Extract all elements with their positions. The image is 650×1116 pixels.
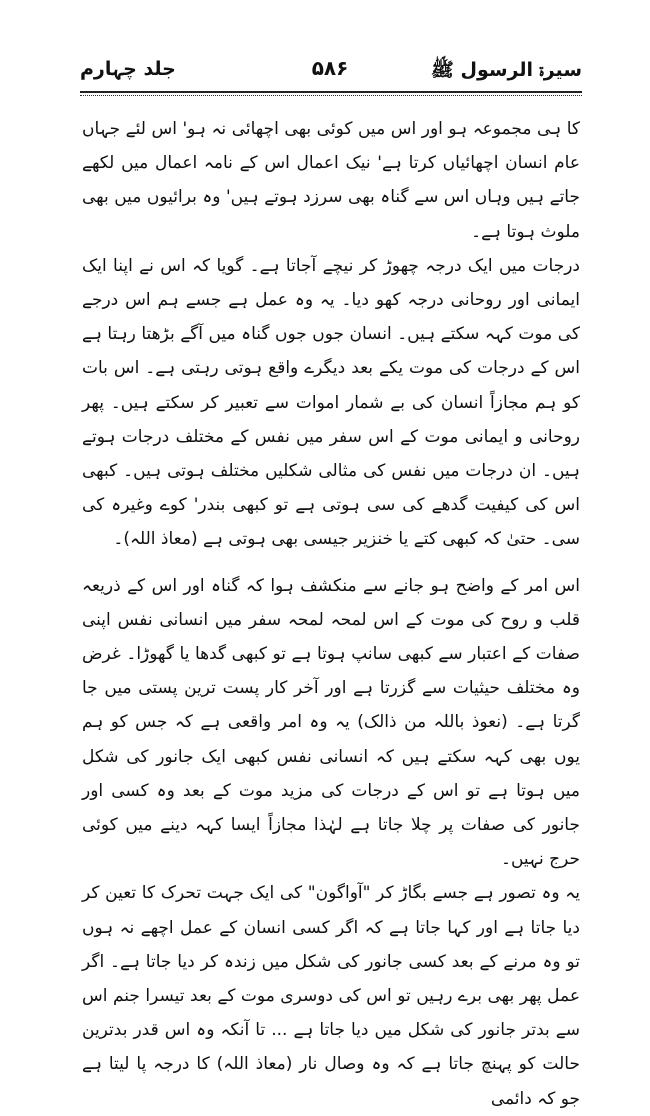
- body-text: [82, 112, 580, 1116]
- page-header: [80, 52, 582, 92]
- paragraph-1: کا ہی مجموعہ ہو اور اس میں کوئی بھی اچھائی نہ ہو' اس لئے جہاں عام انسان اچھائیاں کرتا ہے' نیک اعمال اس کے نامہ اعمال میں لکھے جاتے ہیں وہاں اس سے گناہ بھی سرزد ہوتے ہیں' وہ برائیوں میں بھی ملوث ہوتا ہے۔: [82, 119, 580, 242]
- volume-label: جلد چہارم: [80, 58, 176, 80]
- paragraph-4: یہ وہ تصور ہے جسے بگاڑ کر "آواگون" کی ایک جہت تحرک کا تعین کر دیا جاتا ہے اور کہا جاتا ہے کہ اگر کسی انسان کے عمل اچھے نہ ہوں تو وہ مرنے کے بعد کسی جانور کی شکل میں زندہ کر دیا جاتا ہے۔ اگر عمل پھر بھی برے رہیں تو اس کی دوسری موت کے بعد تیسرا جنم اس سے بدتر جانور کی شکل میں دیا جاتا ہے ... تا آنکہ وہ اس قدر بدترین حالت کو پہنچ جاتا ہے کہ وہ وصال نار (معاذ اللہ) کا درجہ پا لیتا ہے جو کہ دائمی: [82, 883, 580, 1109]
- header-divider: [80, 91, 582, 93]
- paragraph-3: اس امر کے واضح ہو جانے سے منکشف ہوا کہ گناہ اور اس کے ذریعہ قلب و روح کی موت کے اس لمحہ لمحہ سفر میں انسانی نفس اپنی صفات کے اعتبار سے کبھی سانپ ہوتا ہے تو کبھی گدھا یا گھوڑا۔ غرض وہ مختلف حیثیات سے گزرتا ہے اور آخر کار پست ترین پستی میں جا گرتا ہے۔ (نعوذ باللہ من ذالک) یہ وہ امر واقعی ہے کہ جس کو ہم یوں بھی کہہ سکتے ہیں کہ انسانی نفس کبھی ایک جانور کی شکل میں ہوتا ہے تو اس کے درجات کی مزید موت کے بعد وہ کسی اور جانور کی صفات پر چلا جاتا ہے لہٰذا مجازاً ایسا کہہ دینے میں کوئی حرج نہیں۔: [82, 575, 580, 870]
- header-divider-dotted: [80, 95, 582, 96]
- book-title: سیرۃ الرسول ﷺ: [430, 59, 582, 81]
- page-number: ۵۸۶: [311, 56, 349, 80]
- paragraph-2: درجات میں ایک درجہ چھوڑ کر نیچے آجاتا ہے۔ گویا کہ اس نے اپنا ایک ایمانی اور روحانی درجہ کھو دیا۔ یہ وہ عمل ہے جسے ہم اس درجے کی موت کہہ سکتے ہیں۔ انسان جوں جوں گناہ میں آگے بڑھتا رہتا ہے اس کے درجات کی موت یکے بعد دیگرے واقع ہوتی رہتی ہے۔ اس بات کو ہم مجازاً انسان کی بے شمار اموات سے تعبیر کر سکتے ہیں۔ پھر روحانی و ایمانی موت کے اس سفر میں نفس کے مختلف درجات ہوتے ہیں۔ ان درجات میں نفس کی مثالی شکلیں مختلف ہوتی ہیں۔ کبھی اس کی کیفیت گدھے کی سی ہوتی ہے تو کبھی بندر' کوے وغیرہ کی سی۔ حتیٰ کہ کبھی کتے یا خنزیر جیسی بھی ہوتی ہے (معاذ اللہ)۔: [82, 255, 580, 550]
